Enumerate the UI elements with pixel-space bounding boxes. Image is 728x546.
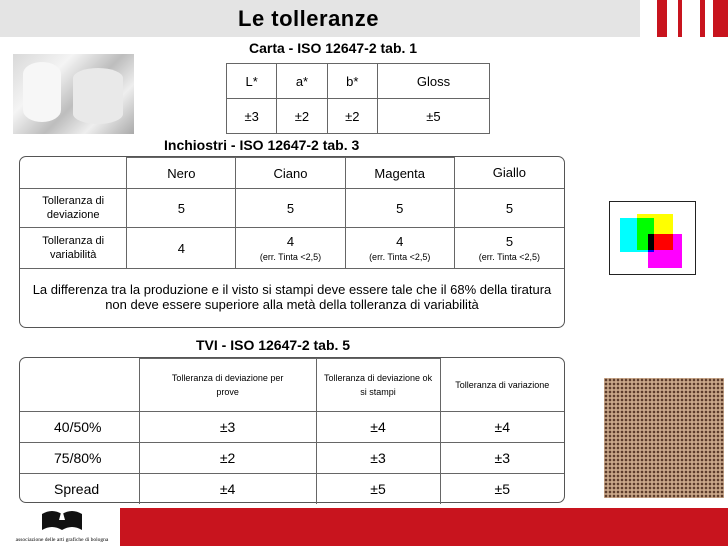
ink-cell [236,228,345,269]
page-title: Le tolleranze [238,6,379,31]
ink-cell-note: (err. Tinta <2,5) [259,252,322,262]
paper-header-a: a* [277,64,327,99]
ink-row-label: Tolleranza di deviazione [20,189,127,228]
ink-cell [454,228,564,269]
ink-cell: 5 [127,189,236,228]
ink-corner-cell [20,158,127,189]
ink-header-nero: Nero [127,158,236,189]
ink-value: 4 [396,234,404,249]
ink-table [20,157,564,326]
paper-rolls-photo [13,54,134,134]
tvi-cell: ±2 [139,443,316,474]
ink-cell: 4 [127,228,236,269]
tvi-cell: ±4 [316,412,440,443]
book-logo-icon [12,506,112,532]
tvi-cell: ±5 [316,474,440,504]
magenta-square [648,234,682,268]
ink-cell-note: (err. Tinta <2,5) [369,252,431,262]
brand-bar [678,0,682,37]
ink-value: 5 [505,234,514,249]
tvi-table [20,358,564,504]
ink-cell-note: (err. Tinta <2,5) [478,252,541,262]
halftone-dots-photo [604,378,724,498]
paper-value-L: ±3 [227,99,277,134]
tvi-cell: ±5 [440,474,564,504]
logo [12,506,112,544]
brand-bar [657,0,667,37]
logo-text: associazione delle arti grafiche di bologna [15,537,109,543]
ink-note: La differenza tra la produzione e il visto si stampi deve essere tale che il 68% della tiratura non deve essere superiore alla metà della tolleranza di variabilità [20,269,564,326]
tvi-header: Tolleranza di variazione [440,359,564,412]
tvi-cell: ±4 [139,474,316,504]
ink-cell: 5 [345,189,454,228]
tvi-cell: ±3 [139,412,316,443]
tvi-cell: ±3 [316,443,440,474]
paper-roll-shape [23,62,61,122]
ink-cell: 5 [454,189,564,228]
paper-table [226,63,490,134]
tvi-cell: ±4 [440,412,564,443]
paper-heading: Carta - ISO 12647-2 tab. 1 [249,40,418,56]
ink-header-giallo: Giallo [454,158,564,189]
ink-cell [345,228,454,269]
tvi-heading: TVI - ISO 12647-2 tab. 5 [196,337,351,353]
paper-value-gloss: ±5 [377,99,489,134]
tvi-corner-cell [20,359,139,412]
paper-roll-shape [73,68,123,124]
tvi-header: Tolleranza di deviazione per prove [139,359,316,412]
tvi-row-label: 75/80% [20,443,139,474]
brand-bar [700,0,705,37]
cmy-overlap-graphic [609,201,696,275]
paper-header-b: b* [327,64,377,99]
paper-header-gloss: Gloss [377,64,489,99]
paper-value-b: ±2 [327,99,377,134]
tvi-row-label: 40/50% [20,412,139,443]
ink-heading: Inchiostri - ISO 12647-2 tab. 3 [164,137,360,153]
tvi-header: Tolleranza di deviazione ok si stampi [316,359,440,412]
ink-header-magenta: Magenta [345,158,454,189]
brand-bar [713,0,728,37]
paper-header-L: L* [227,64,277,99]
paper-value-a: ±2 [277,99,327,134]
tvi-row-label: Spread [20,474,139,504]
tvi-cell: ±3 [440,443,564,474]
ink-header-ciano: Ciano [236,158,345,189]
ink-row-label: Tolleranza di variabilità [20,228,127,269]
ink-cell: 5 [236,189,345,228]
footer-bar [120,508,728,546]
ink-value: 4 [286,234,295,249]
